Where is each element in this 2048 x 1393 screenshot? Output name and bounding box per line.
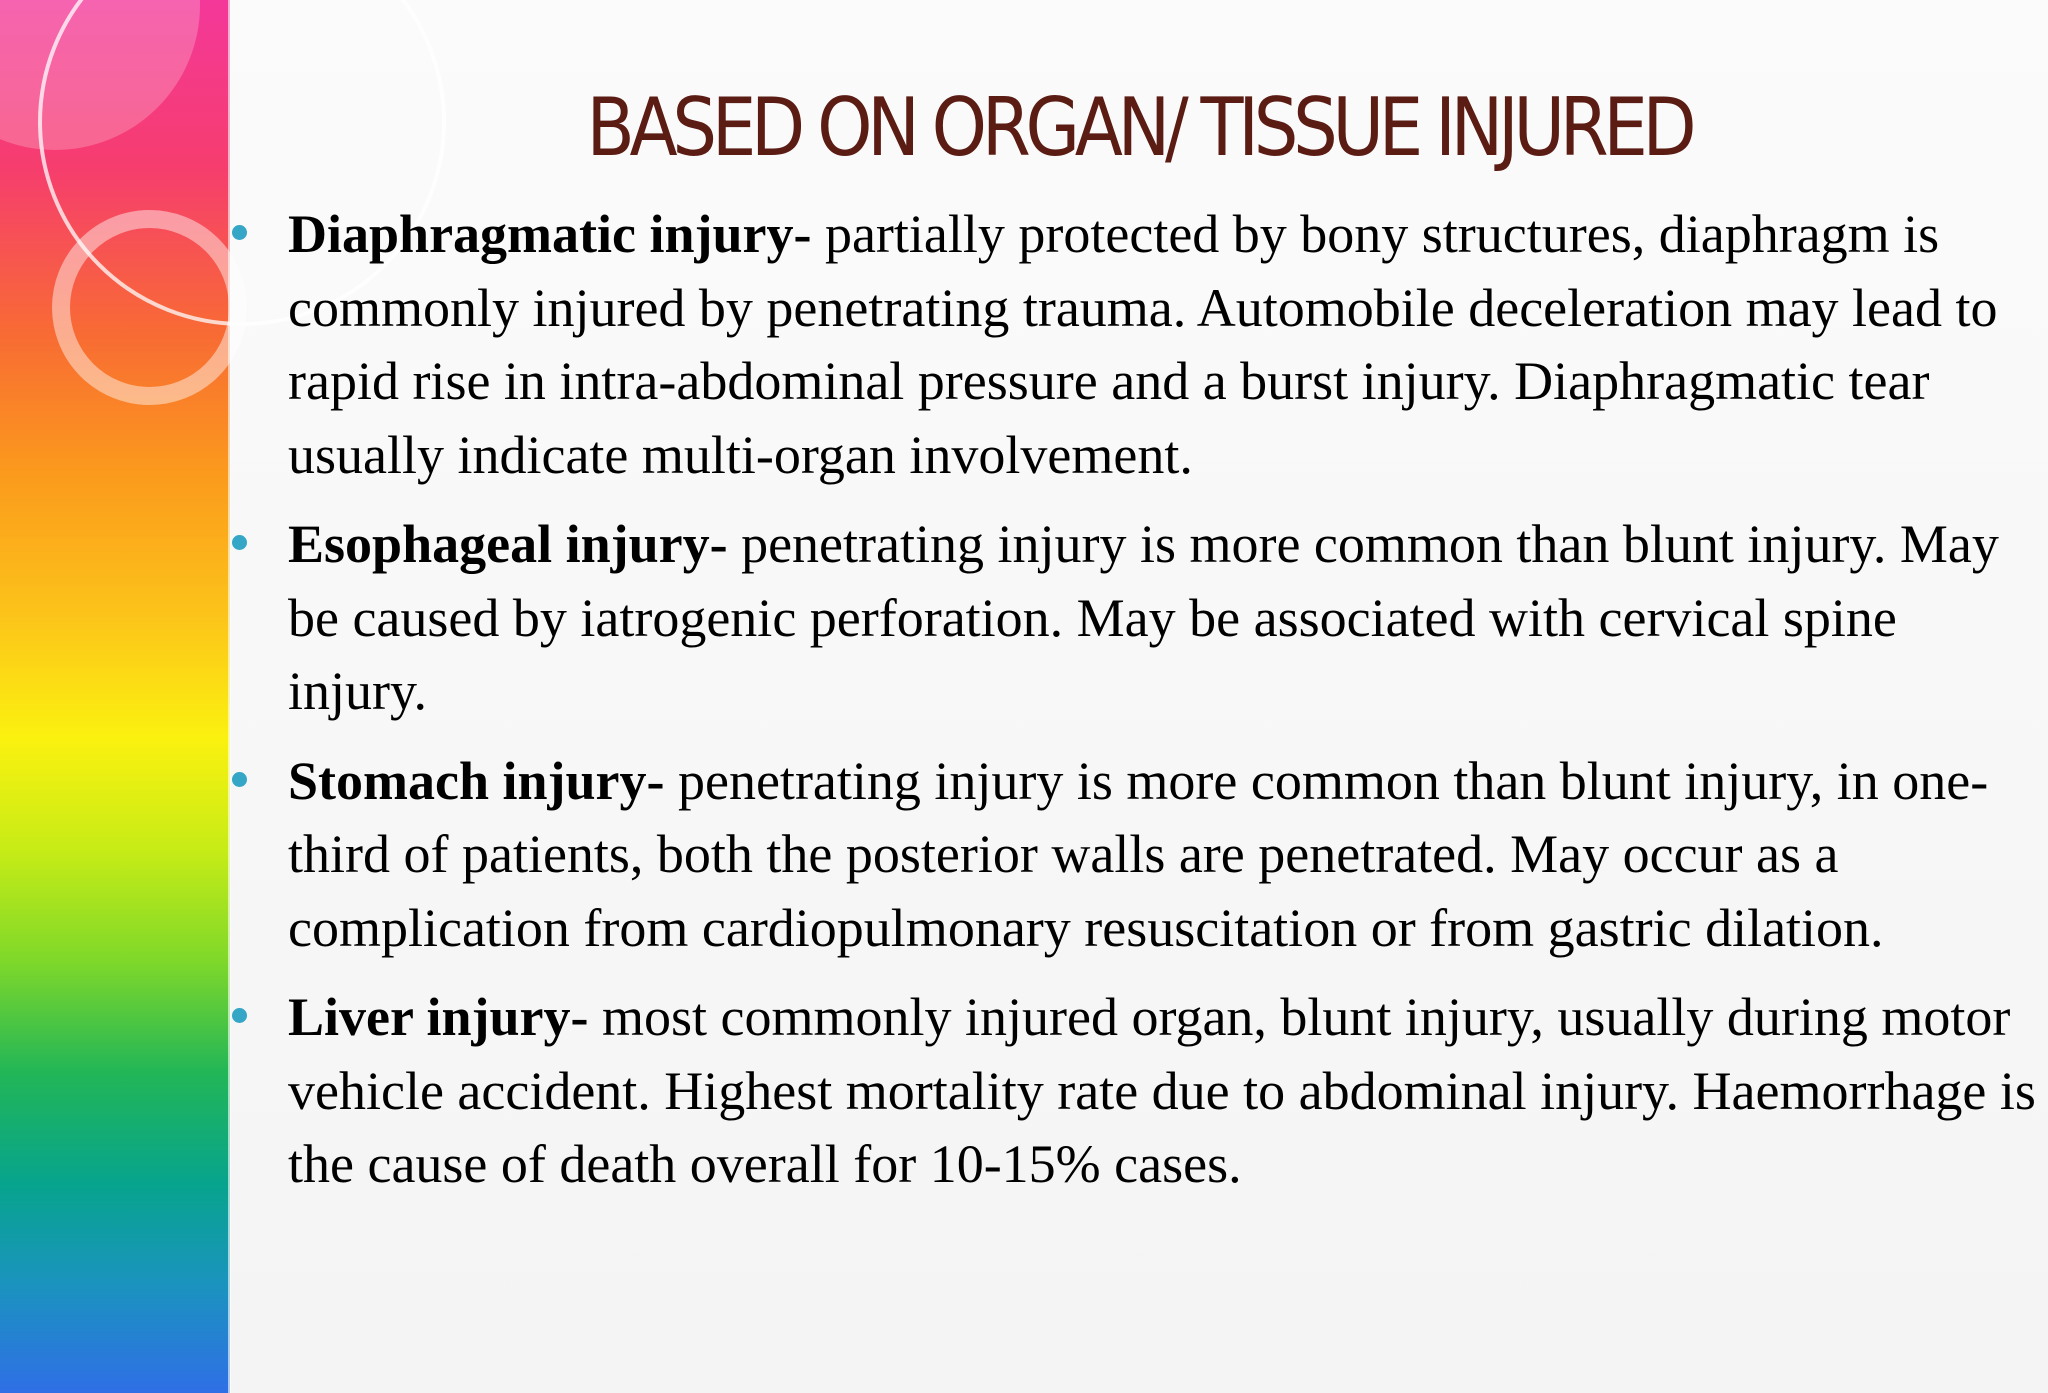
bullet-text: most commonly injured organ, blunt injury, usually during motor vehicle accident. Highest mortality rate due to abdominal injury. Haemorrhage is the cause of death overall for 10-15% cases. [288,987,2036,1194]
sidebar-edge-line [228,0,231,1393]
bullet-text: penetrating injury is more common than blunt injury, in one-third of patients, both the posterior walls are penetrated. May occur as a complication from cardiopulmonary resuscitation or from gastric dilation. [288,750,1989,958]
bullet-term: Stomach injury- [288,750,665,811]
bullet-item-diaphragmatic [232,198,2042,492]
bullet-text: penetrating injury is more common than blunt injury. May be caused by iatrogenic perforation. May be associated with cervical spine injury. [288,514,1999,721]
bullet-list [232,198,2042,1218]
bullet-marker-icon [232,225,247,240]
bullet-item-liver [232,981,2042,1202]
bullet-marker-icon [232,772,247,787]
decorative-ring-small [52,210,247,405]
slide-title: BASED ON ORGAN/ TISSUE INJURED [586,81,1692,174]
bullet-marker-icon [232,535,247,550]
bullet-term: Diaphragmatic injury- [288,204,812,264]
bullet-item-esophageal [232,508,2042,729]
bullet-marker-icon [232,1008,247,1023]
bullet-term: Liver injury- [288,987,589,1047]
bullet-item-stomach [232,745,2042,966]
bullet-text: partially protected by bony structures, diaphragm is commonly injured by penetrating trauma. Automobile deceleration may lead to rapid rise in intra-abdominal pressure and a burst injury. Diaphragmatic tear usually indicate multi-organ involvement. [288,204,1998,485]
bullet-term: Esophageal injury- [288,514,728,574]
